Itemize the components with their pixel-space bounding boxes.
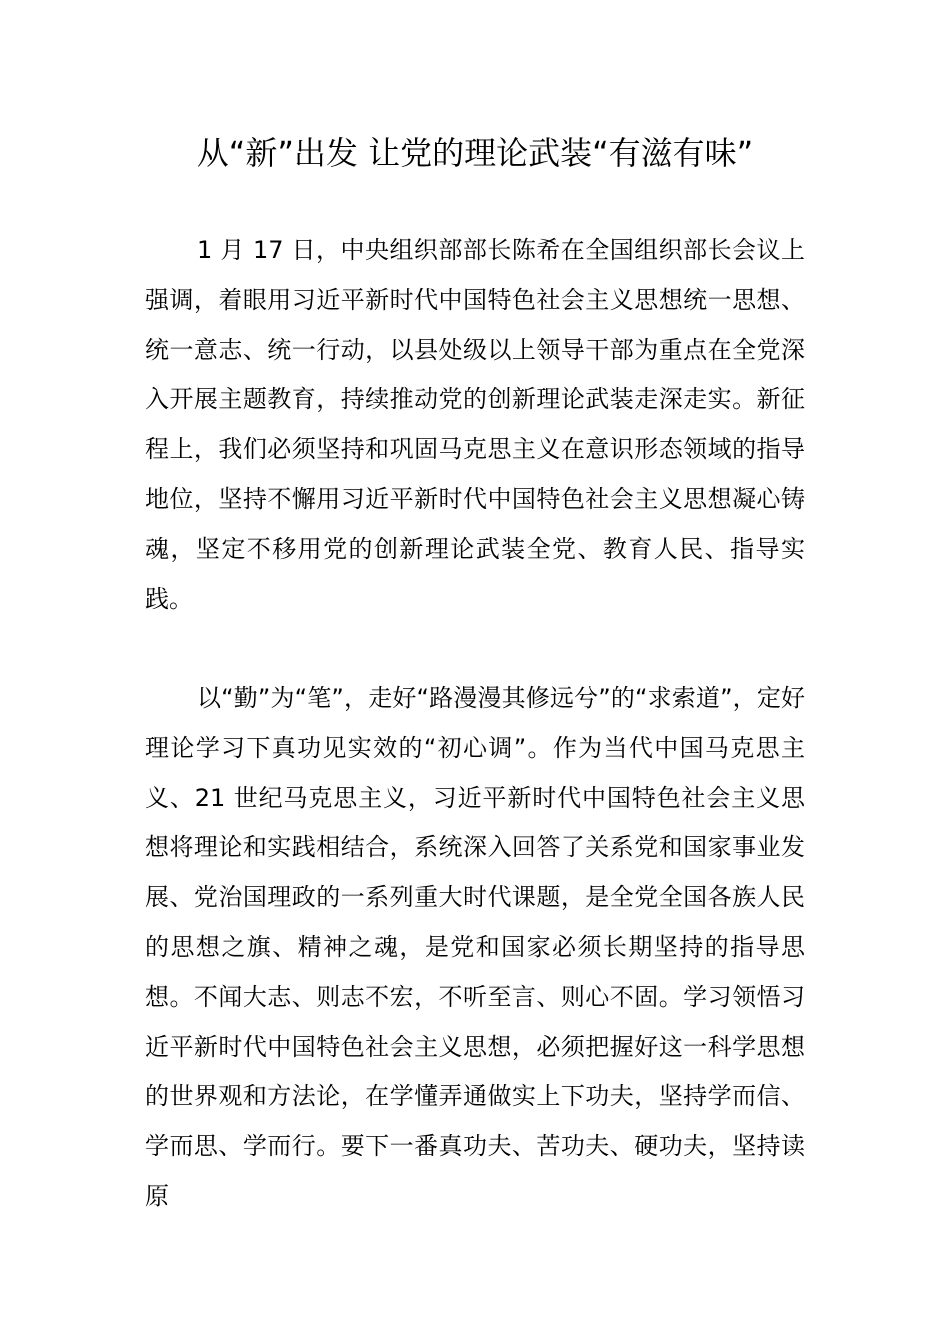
- paragraph-1: 1 月 17 日，中央组织部部长陈希在全国组织部长会议上强调，着眼用习近平新时代中国特色社会主义思想统一思想、统一意志、统一行动，以县处级以上领导干部为重点在全党深入开展主题教育，持续推动党的创新理论武装走深走实。新征程上，我们必须坚持和巩固马克思主义在意识形态领域的指导地位，坚持不懈用习近平新时代中国特色社会主义思想凝心铸魂，坚定不移用党的创新理论武装全党、教育人民、指导实践。: [145, 236, 805, 613]
- paragraph-2: 以“勤”为“笔”，走好“路漫漫其修远兮”的“求索道”，定好理论学习下真功见实效的“初心调”。作为当代中国马克思主义、21 世纪马克思主义，习近平新时代中国特色社会主义思想将理论和实践相结合，系统深入回答了关系党和国家事业发展、党治国理政的一系列重大时代课题，是全党全国各族人民的思想之旗、精神之魂，是党和国家必须长期坚持的指导思想。不闻大志、则志不宏，不听至言、则心不固。学习领悟习近平新时代中国特色社会主义思想，必须把握好这一科学思想的世界观和方法论，在学懂弄通做实上下功夫，坚持学而信、学而思、学而行。要下一番真功夫、苦功夫、硬功夫，坚持读原: [145, 684, 805, 1210]
- article-title: 从“新”出发 让党的理论武装“有滋有味”: [196, 134, 754, 172]
